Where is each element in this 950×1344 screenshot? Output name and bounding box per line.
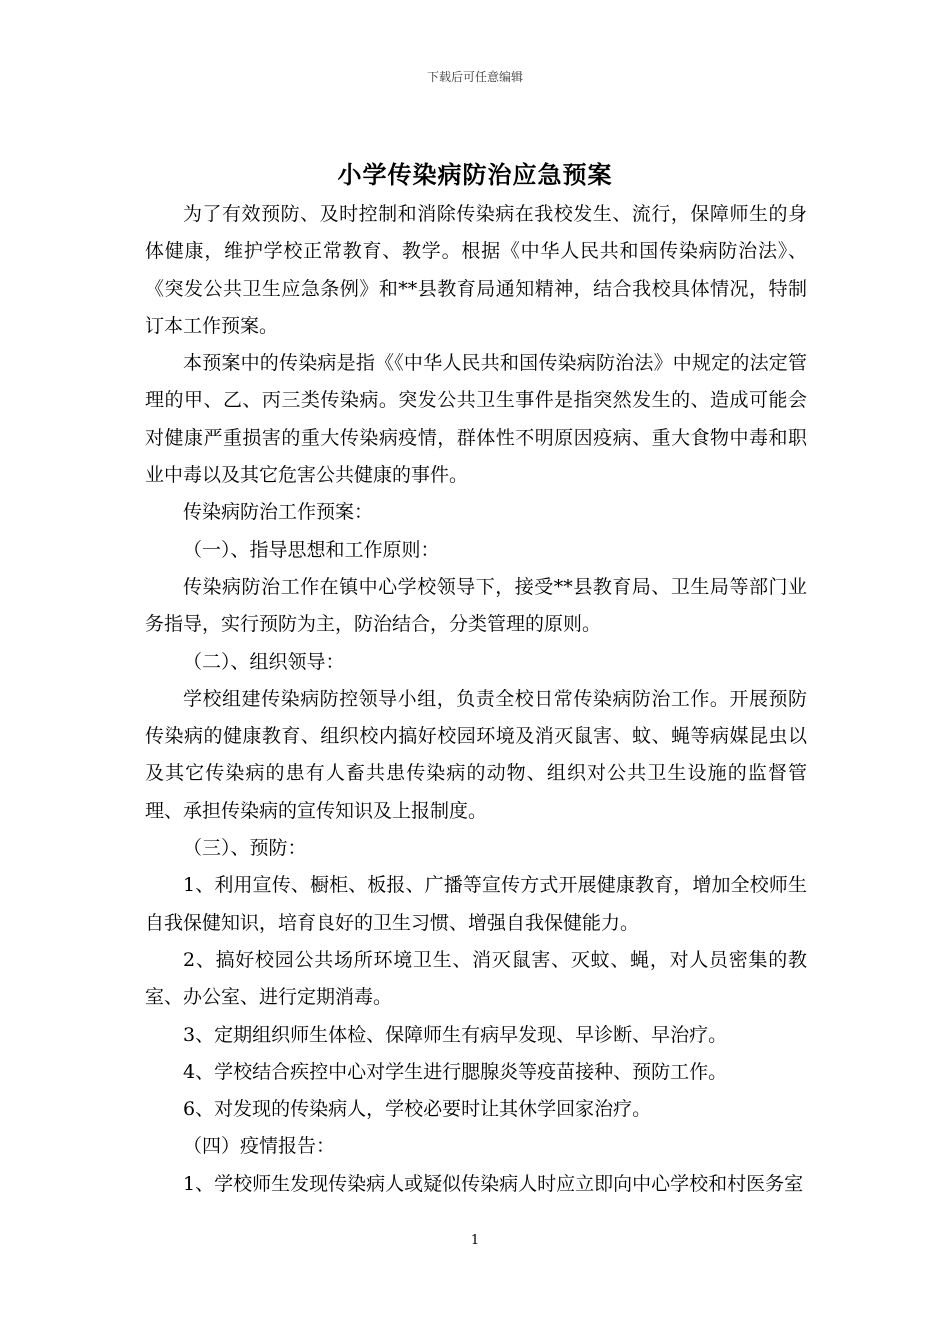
paragraph-leadership: 学校组建传染病防控领导小组，负责全校日常传染病防治工作。开展预防传染病的健康教育、组织校内搞好校园环境及消灭鼠害、蚊、蝇等病媒昆虫以及其它传染病的患有人畜共患传染病的动物、组织对公共卫生设施的监督管理、承担传染病的宣传知识及上报制度。 [145, 687, 807, 822]
page-number: 1 [470, 1233, 480, 1248]
header-note: 下载后可任意编辑 [426, 70, 523, 84]
section-heading-reporting: （四）疫情报告： [183, 1135, 336, 1158]
list-item-prevention-1: 1、利用宣传、橱柜、板报、广播等宣传方式开展健康教育，增加全校师生自我保健知识，培育良好的卫生习惯、增强自我保健能力。 [145, 874, 807, 934]
section-heading-prevention: （三）、预防： [183, 837, 307, 860]
list-item-reporting-1: 1、学校师生发现传染病人或疑似传染病人时应立即向中心学校和村医务室 [183, 1172, 804, 1195]
list-item-prevention-6: 6、对发现的传染病人，学校必要时让其休学回家治疗。 [183, 1098, 652, 1121]
list-item-prevention-3: 3、定期组织师生体检、保障师生有病早发现、早诊断、早治疗。 [183, 1023, 728, 1046]
section-heading-principles: （一）、指导思想和工作原则： [183, 538, 440, 561]
list-item-prevention-2: 2、搞好校园公共场所环境卫生、消灭鼠害、灭蚊、蝇，对人员密集的教室、办公室、进行定期消毒。 [145, 948, 807, 1009]
paragraph-intro: 为了有效预防、及时控制和消除传染病在我校发生、流行，保障师生的身体健康，维护学校正常教育、教学。根据《中华人民共和国传染病防治法》、《突发公共卫生应急条例》和**县教育局通知精神，结合我校具体情况，特制订本工作预案。 [145, 203, 807, 337]
document-title: 小学传染病防治应急预案 [337, 161, 613, 189]
paragraph-principles: 传染病防治工作在镇中心学校领导下，接受**县教育局、卫生局等部门业务指导，实行预防为主，防治结合，分类管理的原则。 [145, 575, 807, 636]
section-heading-plan: 传染病防治工作预案： [183, 501, 374, 524]
list-item-prevention-4: 4、学校结合疾控中心对学生进行腮腺炎等疫苗接种、预防工作。 [183, 1060, 728, 1083]
section-heading-leadership: （二）、组织领导： [183, 650, 345, 673]
document-body [145, 196, 807, 1203]
paragraph-definition: 本预案中的传染病是指《《中华人民共和国传染病防治法》中规定的法定管理的甲、乙、丙三类传染病。突发公共卫生事件是指突然发生的、造成可能会对健康严重损害的重大传染病疫情，群体性不明原因疫病、重大食物中毒和职业中毒以及其它危害公共健康的事件。 [145, 352, 807, 487]
